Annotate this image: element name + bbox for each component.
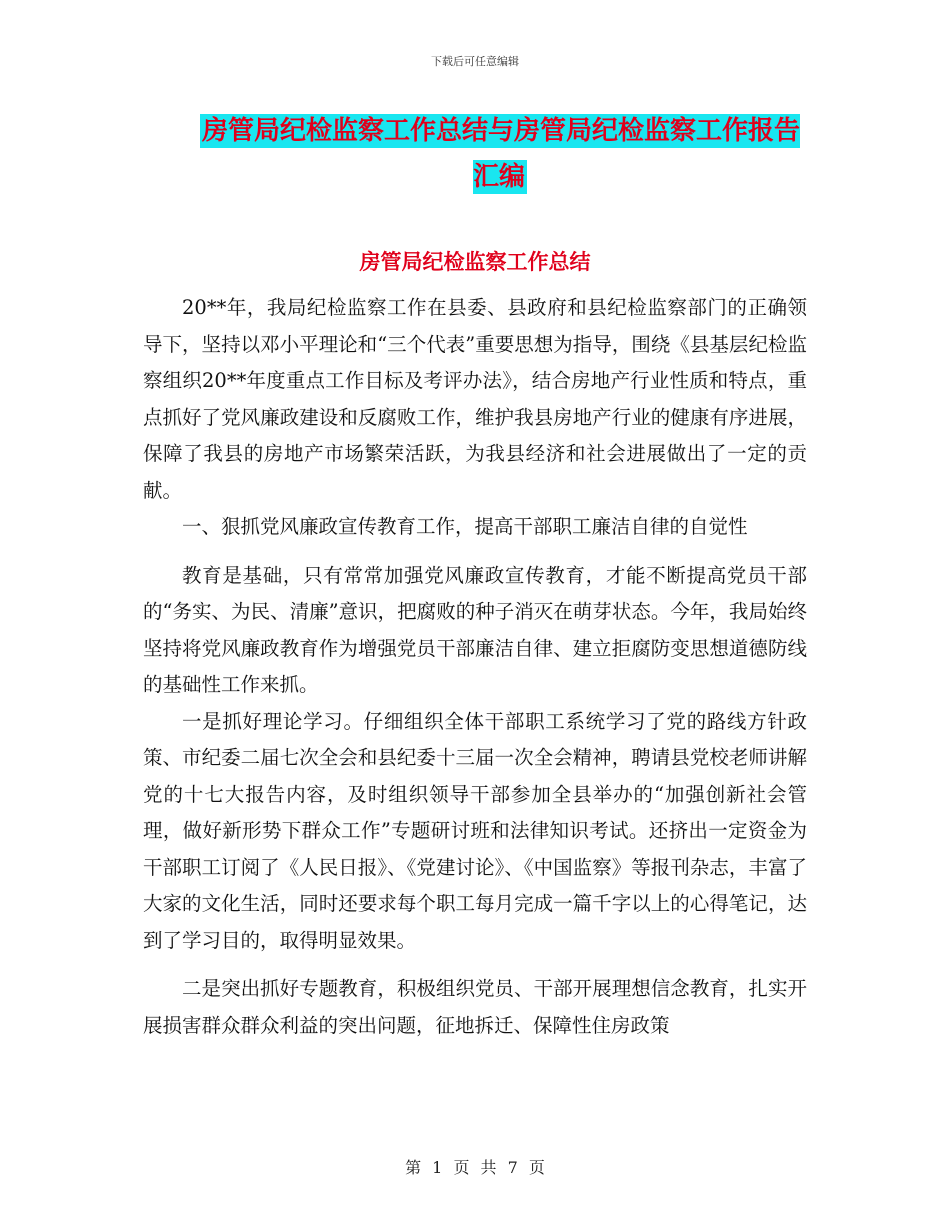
paragraph: 一是抓好理论学习。仔细组织全体干部职工系统学习了党的路线方针政策、市纪委二届七次全会和县纪委十三届一次全会精神，聘请县党校老师讲解党的十七大报告内容，及时组织领导干部参加全县举办的“加强创新社会管理，做好新形势下群众工作”专题研讨班和法律知识考试。还挤出一定资金为干部职工订阅了《人民日报》、《党建讨论》、《中国监察》等报刊杂志，丰富了大家的文化生活，同时还要求每个职工每月完成一篇千字以上的心得笔记，达到了学习目的，取得明显效果。 (143, 709, 807, 952)
document-body (143, 290, 807, 1044)
paragraph: 一、狠抓党风廉政宣传教育工作，提高干部职工廉洁自律的自觉性 (182, 515, 748, 538)
page-footer: 第 1 页 共 7 页 (405, 1158, 545, 1177)
paragraph: 二是突出抓好专题教育，积极组织党员、干部开展理想信念教育，扎实开展损害群众群众利益的突出问题，征地拆迁、保障性住房政策 (143, 977, 807, 1037)
header-note: 下载后可任意编辑 (431, 55, 519, 68)
paragraph: 20**年，我局纪检监察工作在县委、县政府和县纪检监察部门的正确领导下，坚持以邓小平理论和“三个代表”重要思想为指导，围绕《县基层纪检监察组织20**年度重点工作目标及考评办法》，结合房地产行业性质和特点，重点抓好了党风廉政建设和反腐败工作，维护我县房地产行业的健康有序进展，保障了我县的房地产市场繁荣活跃，为我县经济和社会进展做出了一定的贡献。 (143, 296, 807, 502)
section-title: 房管局纪检监察工作总结 (359, 249, 591, 274)
paragraph: 教育是基础，只有常常加强党风廉政宣传教育，才能不断提高党员干部的“务实、为民、清廉”意识，把腐败的种子消灭在萌芽状态。今年，我局始终坚持将党风廉政教育作为增强党员干部廉洁自律、建立拒腐防变思想道德防线的基础性工作来抓。 (143, 563, 807, 696)
document-title-text: 房管局纪检监察工作总结与房管局纪检监察工作报告汇编 (201, 116, 800, 192)
document-title (190, 108, 810, 200)
